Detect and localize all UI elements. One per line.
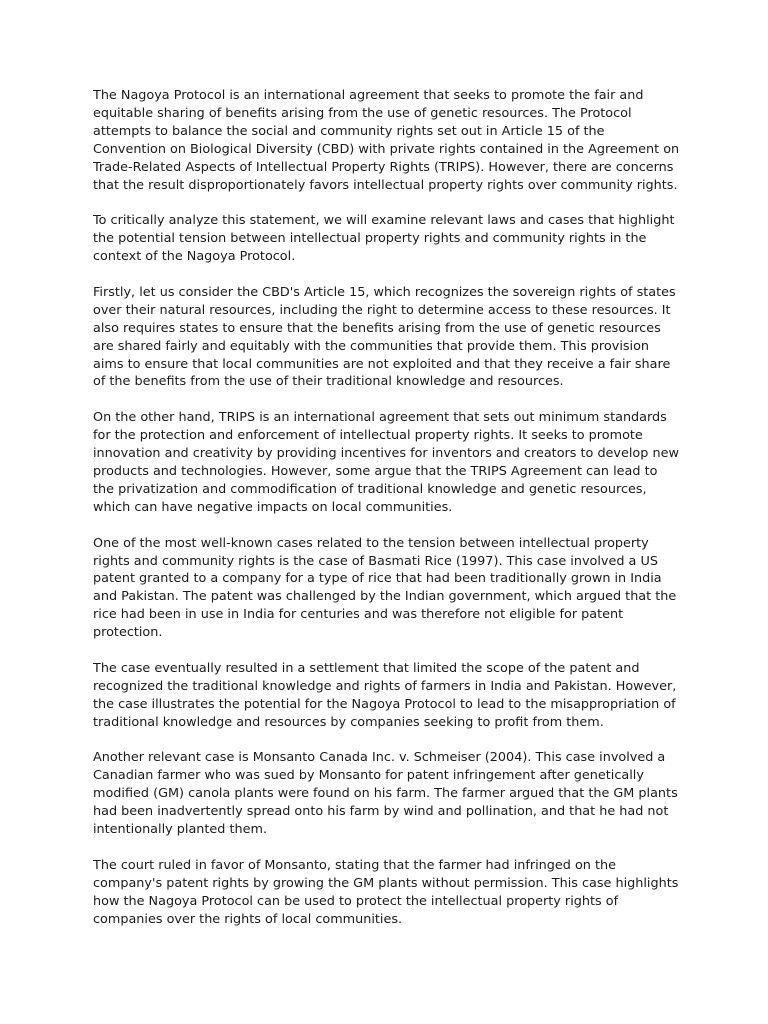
paragraph-monsanto-ruling: The court ruled in favor of Monsanto, stating that the farmer had infringed on the company's patent rights by growing the GM plants without permission. This case highlights how the Nagoya Protocol can be used to protect the intellectual property rights of companies over the rights of local communities. bbox=[93, 857, 679, 927]
paragraph-analysis-plan: To critically analyze this statement, we will examine relevant laws and cases that highlight the potential tension between intellectual property rights and community rights in the context of the Nagoya Protocol. bbox=[93, 213, 675, 265]
paragraph-trips: On the other hand, TRIPS is an international agreement that sets out minimum standards for the protection and enforcement of intellectual property rights. It seeks to promote innovation and creativity by providing incentives for inventors and creators to develop new products and technologies. However, some argue that the TRIPS Agreement can lead to the privatization and commodification of traditional knowledge and genetic resources, which can have negative impacts on local communities. bbox=[93, 410, 679, 515]
paragraph-basmati-settlement: The case eventually resulted in a settlement that limited the scope of the patent and recognized the traditional knowledge and rights of farmers in India and Pakistan. However, the case illustrates the potential for the Nagoya Protocol to lead to the misappropriation of traditional knowledge and resources by companies seeking to profit from them. bbox=[93, 660, 677, 730]
paragraph-monsanto-case: Another relevant case is Monsanto Canada Inc. v. Schmeiser (2004). This case involved a Canadian farmer who was sued by Monsanto for patent infringement after genetically modified (GM) canola plants were found on his farm. The farmer argued that the GM plants had been inadvertently spread onto his farm by wind and pollination, and that he had not intentionally planted them. bbox=[93, 750, 678, 838]
document-body bbox=[93, 87, 681, 928]
paragraph-basmati-case: One of the most well-known cases related to the tension between intellectual property rights and community rights is the case of Basmati Rice (1997). This case involved a US patent granted to a company for a type of rice that had been traditionally grown in India and Pakistan. The patent was challenged by the Indian government, which argued that the rice had been in use in India for centuries and was therefore not eligible for patent protection. bbox=[93, 535, 677, 641]
paragraph-intro: The Nagoya Protocol is an international agreement that seeks to promote the fair and equitable sharing of benefits arising from the use of genetic resources. The Protocol attempts to balance the social and community rights set out in Article 15 of the Convention on Biological Diversity (CBD) with private rights contained in the Agreement on Trade-Related Aspects of Intellectual Property Rights (TRIPS). However, there are concerns that the result disproportionately favors intellectual property rights over community rights. bbox=[93, 88, 680, 193]
paragraph-cbd-article-15: Firstly, let us consider the CBD's Article 15, which recognizes the sovereign rights of states over their natural resources, including the right to determine access to these resources. It also requires states to ensure that the benefits arising from the use of genetic resources are shared fairly and equitably with the communities that provide them. This provision aims to ensure that local communities are not exploited and that they receive a fair share of the benefits from the use of their traditional knowledge and resources. bbox=[93, 284, 676, 390]
